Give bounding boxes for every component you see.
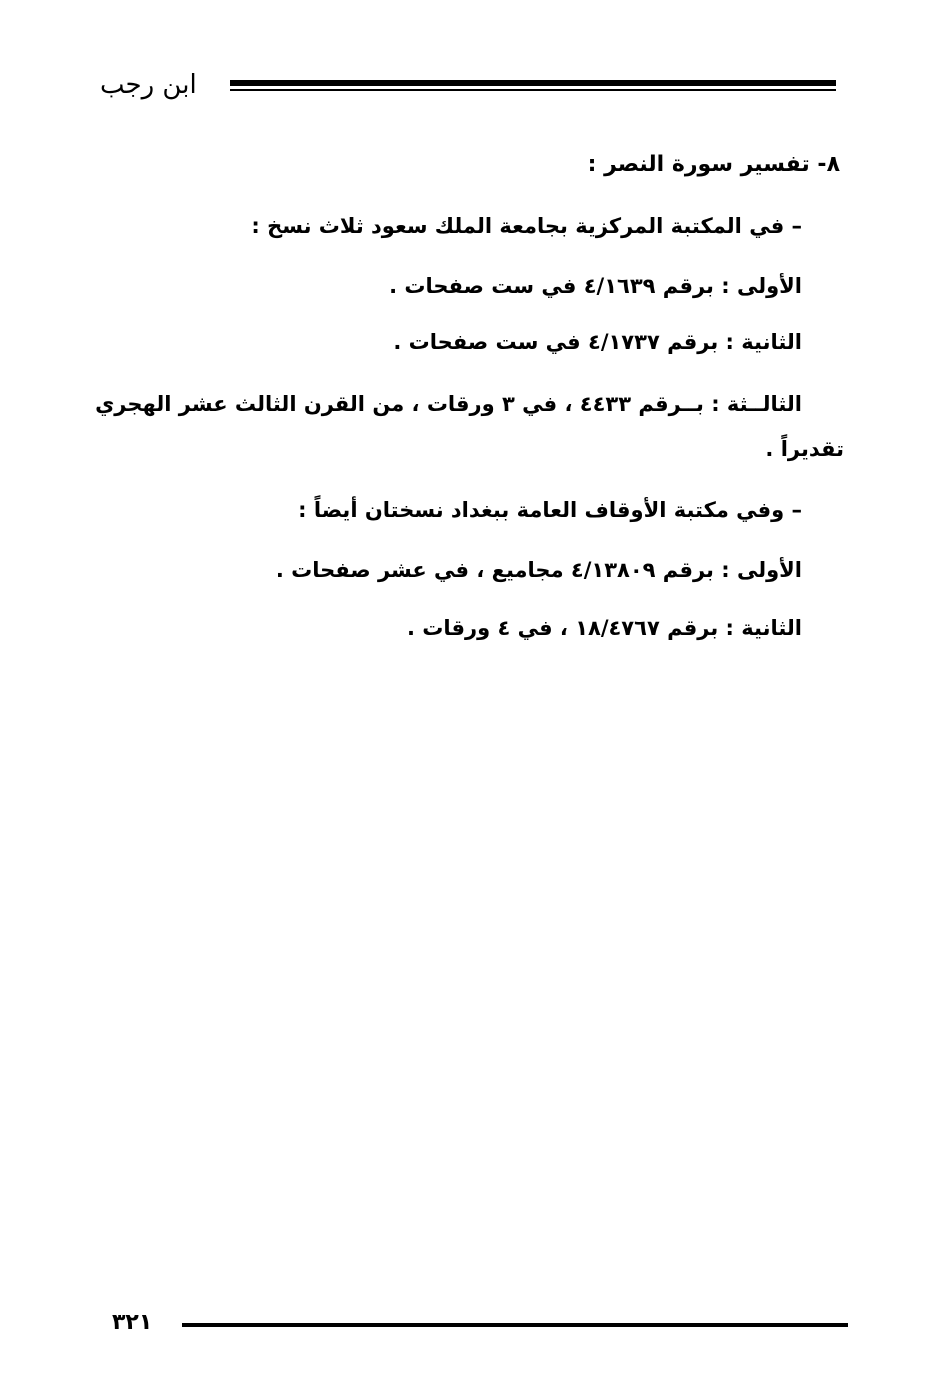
copy-third-continuation: تقديراً .: [765, 437, 844, 461]
copy-fifth-line: الثانية : برقم ١٨/٤٧٦٧ ، في ٤ ورقات .: [406, 616, 802, 640]
footer-rule: [182, 1323, 848, 1327]
section1-intro: – في المكتبة المركزية بجامعة الملك سعود ثلاث نسخ :: [251, 214, 802, 238]
page-number: ٣٢١: [112, 1310, 153, 1335]
copy-first-line: الأولى : برقم ٤/١٦٣٩ في ست صفحات .: [389, 274, 802, 298]
section-heading: ٨- تفسير سورة النصر :: [587, 152, 840, 177]
copy-third-line: الثالــثة : بــرقم ٤٤٣٣ ، في ٣ ورقات ، من القرن الثالث عشر الهجري: [95, 392, 802, 416]
copy-second-line: الثانية : برقم ٤/١٧٣٧ في ست صفحات .: [393, 330, 802, 354]
page-header-title: ابن رجب: [100, 70, 197, 100]
section2-intro: – وفي مكتبة الأوقاف العامة ببغداد نسختان أيضاً :: [298, 498, 802, 522]
header-rule: [230, 80, 836, 94]
copy-fourth-line: الأولى : برقم ٤/١٣٨٠٩ مجاميع ، في عشر صفحات .: [275, 558, 802, 582]
